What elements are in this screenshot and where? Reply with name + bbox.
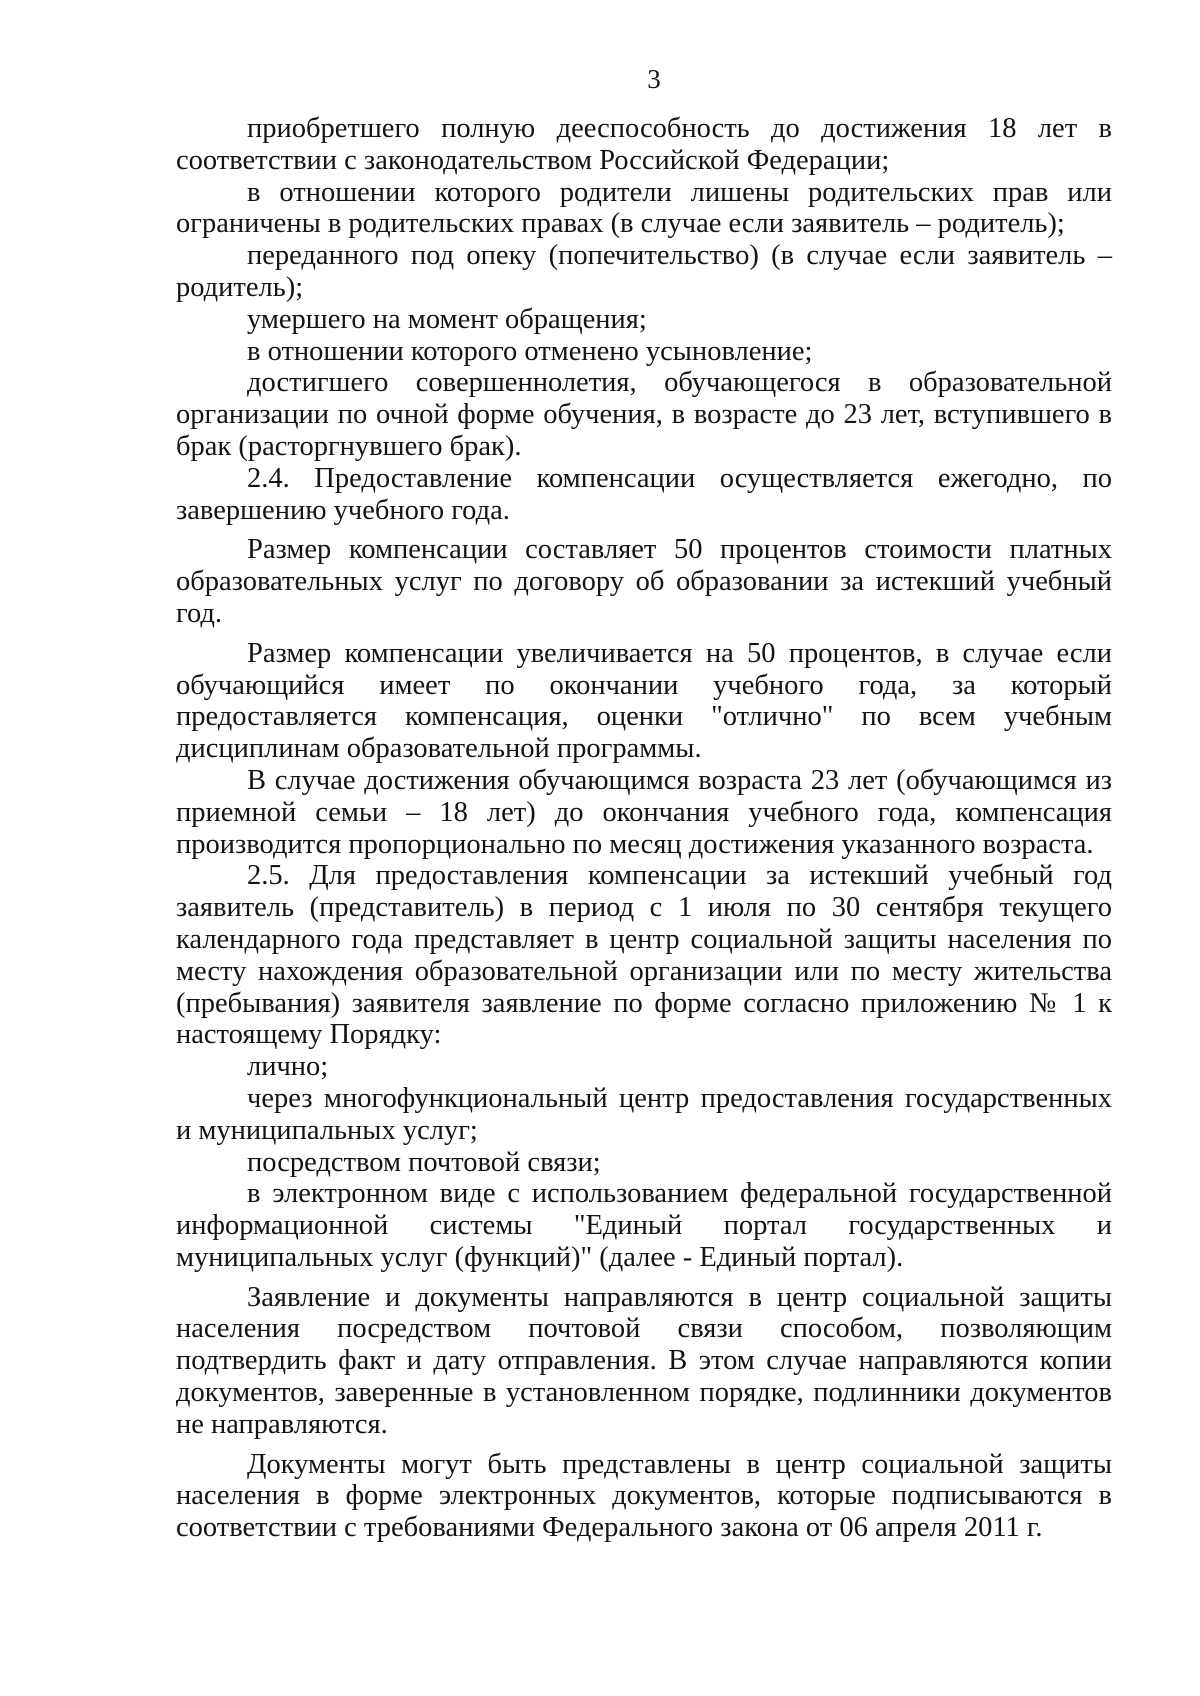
paragraph-compensation-increase: Размер компенсации увеличивается на 50 процентов, в случае если обучающийся имеет по окончании учебного года, за который предоставляется компенсация, оценки "отлично" по всем учебным дисциплинам образовательной программы. — [176, 637, 1112, 765]
paragraph-deceased: умершего на момент обращения; — [247, 303, 647, 335]
paragraph-parental-rights: в отношении которого родители лишены родительских прав или ограничены в родительских правах (в случае если заявитель – родитель); — [176, 176, 1112, 240]
paragraph-electronic-documents: Документы могут быть представлены в центр социальной защиты населения в форме электронных документов, которые подписываются в соответствии с требованиями Федерального закона от 06 апреля 2011 г. — [176, 1448, 1112, 1544]
paragraph-method-electronic: в электронном виде с использованием федеральной государственной информационной системы "Единый портал государственных и муниципальных услуг (функций)" (далее - Единый портал). — [176, 1178, 1112, 1273]
paragraph-guardianship: переданного под опеку (попечительство) (в случае если заявитель – родитель); — [176, 240, 1112, 303]
paragraph-method-mfc: через многофункциональный центр предоставления государственных и муниципальных услуг; — [176, 1082, 1112, 1146]
paragraph-clause-2-4: 2.4. Предоставление компенсации осуществляется ежегодно, по завершению учебного года. — [176, 462, 1112, 526]
paragraph-adoption-cancelled: в отношении которого отменено усыновление; — [247, 335, 813, 367]
paragraph-method-post: посредством почтовой связи; — [247, 1146, 601, 1178]
paragraph-emancipated: приобретшего полную дееспособность до достижения 18 лет в соответствии с законодательством Российской Федерации; — [176, 113, 1112, 176]
paragraph-married: достигшего совершеннолетия, обучающегося в образовательной организации по очной форме обучения, в возрасте до 23 лет, вступившего в брак (расторгнувшего брак). — [176, 367, 1112, 462]
paragraph-compensation-amount: Размер компенсации составляет 50 процентов стоимости платных образовательных услуг по договору об образовании за истекший учебный год. — [176, 534, 1112, 629]
paragraph-postal-submission: Заявление и документы направляются в центр социальной защиты населения посредством почтовой связи способом, позволяющим подтвердить факт и дату отправления. В этом случае направляются копии документов, заверенные в установленном порядке, подлинники документов не направляются. — [176, 1281, 1112, 1440]
paragraph-method-in-person: лично; — [247, 1051, 329, 1083]
document-body — [176, 113, 1112, 1544]
paragraph-age-limit: В случае достижения обучающимся возраста 23 лет (обучающимся из приемной семьи – 18 лет) до окончания учебного года, компенсация производится пропорционально по месяц достижения указанного возраста. — [176, 764, 1112, 860]
paragraph-clause-2-5: 2.5. Для предоставления компенсации за истекший учебный год заявитель (представитель) в период с 1 июля по 30 сентября текущего календарного года представляет в центр социальной защиты населения по месту нахождения образовательной организации или по месту жительства (пребывания) заявителя заявление по форме согласно приложению № 1 к настоящему Порядку: — [176, 860, 1112, 1051]
page-number: 3 — [647, 64, 661, 94]
